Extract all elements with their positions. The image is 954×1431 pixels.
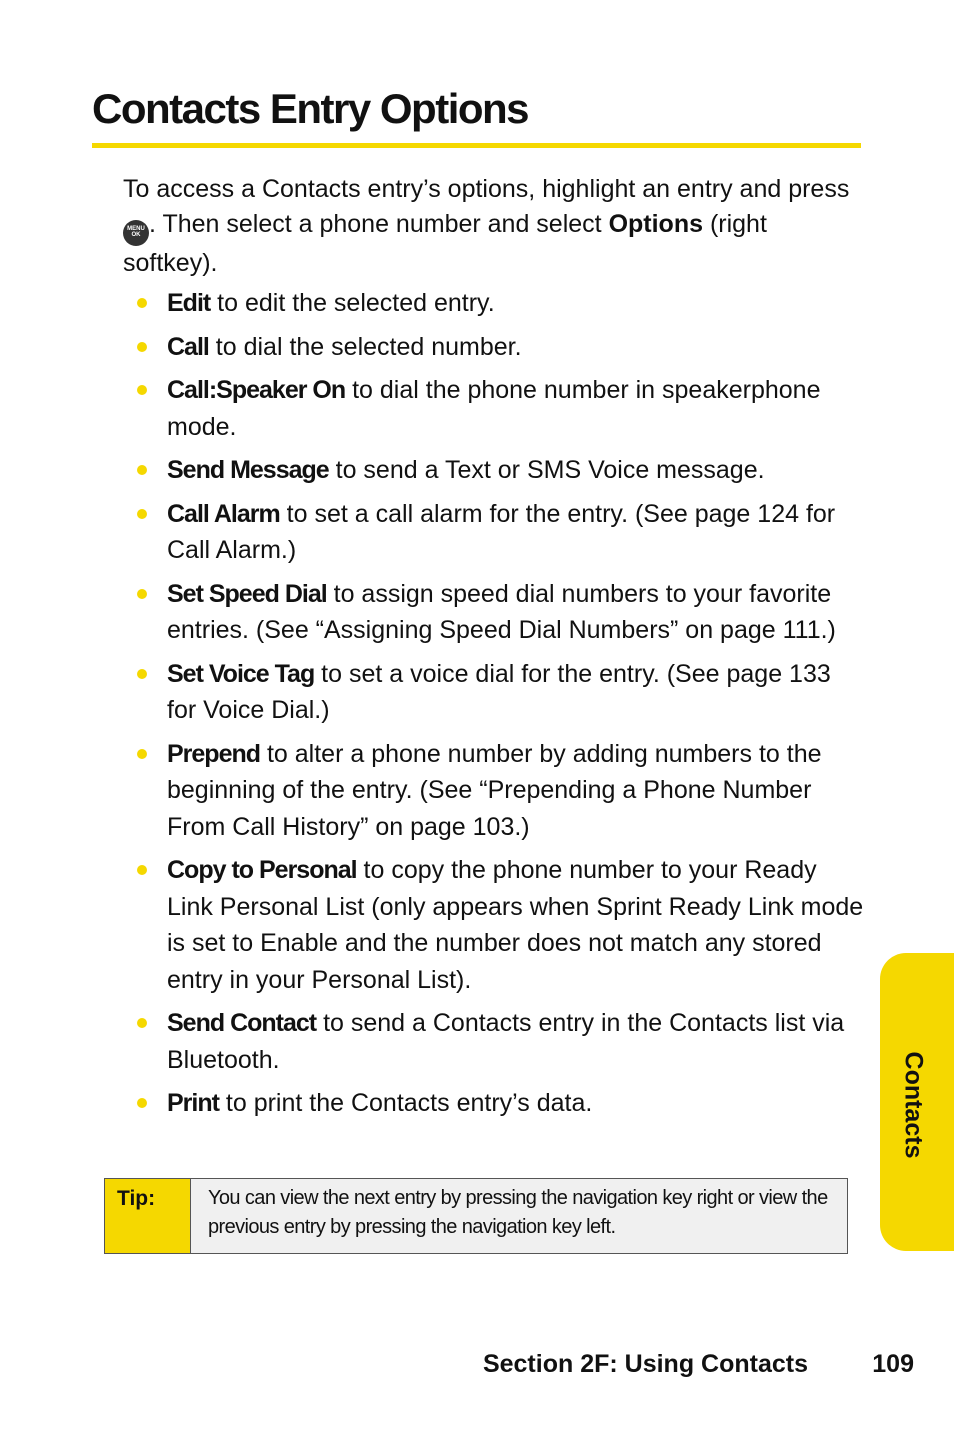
option-description: to set a voice dial for the entry. (See page 133 for Voice Dial.) bbox=[167, 659, 831, 724]
bullet-icon bbox=[137, 1018, 147, 1028]
option-description: to dial the phone number in speakerphone mode. bbox=[167, 376, 821, 441]
option-term: Edit bbox=[167, 289, 211, 317]
list-item bbox=[135, 496, 865, 569]
tip-text: You can view the next entry by pressing the navigation key right or view the previous entry by pressing the navigation key left. bbox=[191, 1179, 847, 1253]
option-term: Prepend bbox=[167, 739, 261, 768]
tip-label: Tip: bbox=[105, 1179, 191, 1253]
list-item bbox=[135, 329, 865, 366]
bullet-icon bbox=[137, 298, 147, 308]
option-term: Set Speed Dial bbox=[167, 579, 327, 608]
list-item bbox=[135, 1085, 865, 1122]
bullet-icon bbox=[137, 342, 147, 352]
intro-text-3: (right softkey). bbox=[123, 210, 767, 277]
bullet-icon bbox=[137, 865, 147, 875]
option-description: to dial the selected number. bbox=[208, 332, 522, 361]
list-item bbox=[135, 285, 865, 322]
bullet-icon bbox=[137, 465, 147, 475]
option-description: to send a Contacts entry in the Contacts list via Bluetooth. bbox=[167, 1009, 845, 1074]
intro-paragraph bbox=[123, 172, 868, 281]
list-item bbox=[135, 452, 865, 489]
list-item bbox=[135, 852, 865, 998]
bullet-icon bbox=[137, 669, 147, 679]
bullet-icon bbox=[137, 1098, 147, 1108]
list-item bbox=[135, 736, 865, 846]
option-term: Call Alarm bbox=[167, 499, 280, 528]
options-list bbox=[135, 285, 865, 1129]
page-title: Contacts Entry Options bbox=[92, 85, 529, 132]
option-description: to set a call alarm for the entry. (See page 124 for Call Alarm.) bbox=[167, 499, 836, 564]
list-item bbox=[135, 576, 865, 649]
option-term: Call bbox=[167, 332, 209, 361]
option-description: to copy the phone number to your Ready Link Personal List (only appears when Sprint Ready Link mode is set to Enable and the number does not match any stored entry in your Personal List). bbox=[167, 856, 864, 994]
bullet-icon bbox=[137, 509, 147, 519]
section-side-tab-label: Contacts bbox=[899, 1051, 928, 1159]
option-term: Send Message bbox=[167, 456, 329, 484]
option-term: Call:Speaker On bbox=[167, 376, 346, 404]
menu-ok-key-icon bbox=[123, 220, 149, 246]
intro-text-1: To access a Contacts entry’s options, highlight an entry and press bbox=[123, 175, 850, 203]
option-term: Set Voice Tag bbox=[167, 659, 315, 688]
list-item bbox=[135, 372, 865, 445]
option-term: Copy to Personal bbox=[167, 856, 357, 884]
option-term: Send Contact bbox=[167, 1009, 317, 1037]
list-item bbox=[135, 1005, 865, 1078]
list-item bbox=[135, 656, 865, 729]
bullet-icon bbox=[137, 749, 147, 759]
ok-key-label: OK bbox=[131, 232, 141, 238]
intro-text-2: . Then select a phone number and select bbox=[149, 210, 609, 238]
option-description: to assign speed dial numbers to your favorite entries. (See “Assigning Speed Dial Numbers” on page 111.) bbox=[167, 579, 836, 644]
page-number: 109 bbox=[872, 1350, 914, 1378]
option-description: to send a Text or SMS Voice message. bbox=[328, 456, 765, 484]
option-description: to print the Contacts entry’s data. bbox=[218, 1089, 593, 1117]
bullet-icon bbox=[137, 385, 147, 395]
option-term: Print bbox=[167, 1089, 219, 1117]
title-divider bbox=[92, 143, 861, 148]
footer-section-title: Section 2F: Using Contacts bbox=[482, 1350, 808, 1378]
option-description: to alter a phone number by adding numbers to the beginning of the entry. (See “Prepending a Phone Number From Call History” on page 103.) bbox=[167, 739, 822, 841]
menu-key-label: MENU bbox=[127, 225, 145, 232]
tip-box bbox=[104, 1178, 848, 1254]
options-term: Options bbox=[608, 210, 703, 238]
option-description: to edit the selected entry. bbox=[210, 289, 495, 317]
bullet-icon bbox=[137, 589, 147, 599]
